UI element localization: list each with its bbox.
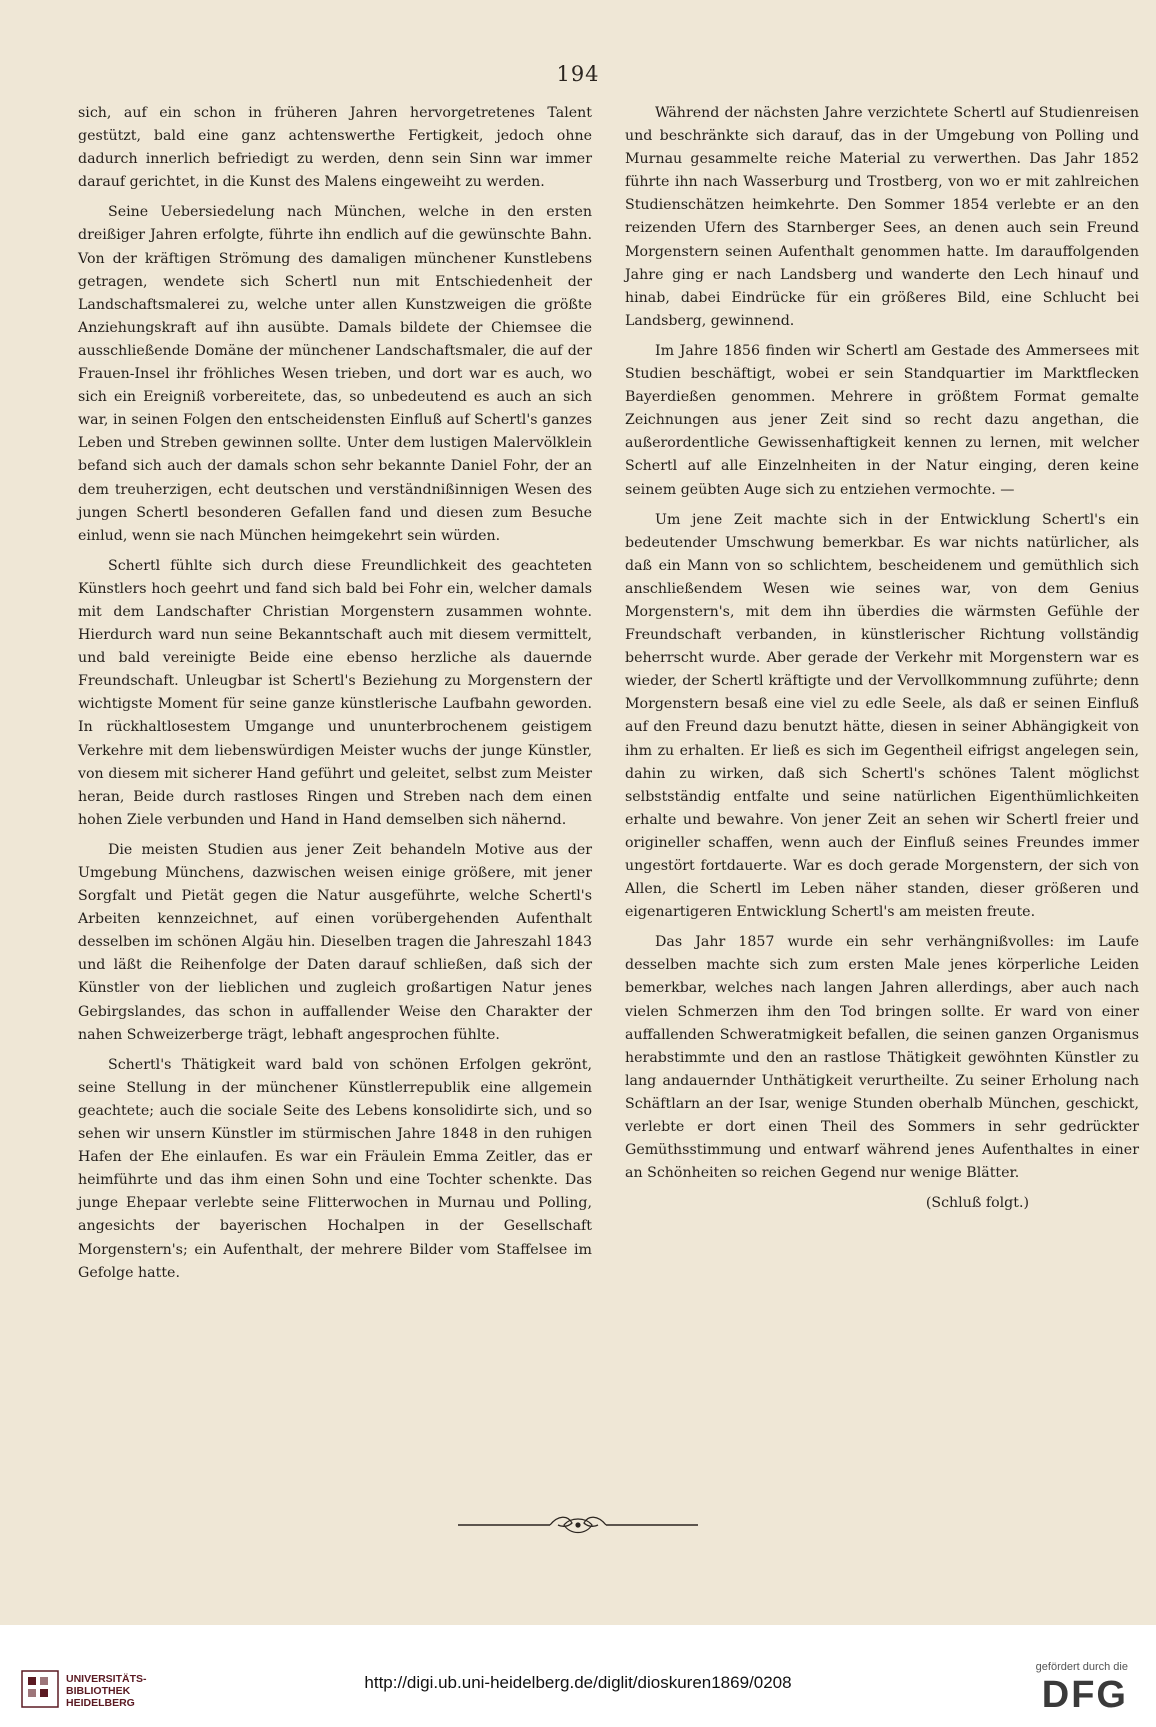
paragraph: Seine Uebersiedelung nach München, welche in den ersten dreißiger Jahren erfolgte, führte ihn endlich auf die gewünschte Bahn. Von der kräftigen Strömung des damaligen münchener Kunstlebens getragen, wendete sich Schertl nun mit Entschiedenheit der Landschaftsmalerei zu, welche unter allen Kunstzweigen die größte Anziehungskraft auf ihn ausübte. Damals bildete der Chiemsee die ausschließende Domäne der münchener Landschaftsmaler, die auf der Frauen-Insel ihr fröhliches Wesen trieben, und dort war es auch, wo sich ein Ereigniß vorbereitete, das, so unbedeutend es auch an sich war, in seinen Folgen den entscheidensten Einfluß auf Schertl's ganzes Leben und Streben gewinnen sollte. Unter dem lustigen Malervölklein befand sich auch der damals schon sehr bekannte Daniel Fohr, der an dem treuherzigen, echt deutschen und verständnißinnigen Wesen des jungen Schertl besonderen Gefallen fand und diesen zum Besuche einlud, wenn sie nach München heimgekehrt sein würden. bbox=[78, 204, 592, 544]
left-text-column bbox=[78, 102, 592, 1292]
institution-line: HEIDELBERG bbox=[66, 1697, 135, 1709]
to-be-continued-note: (Schluß folgt.) bbox=[925, 1195, 1029, 1212]
divider-ornament bbox=[0, 1513, 1156, 1541]
institution-line: BIBLIOTHEK bbox=[66, 1685, 131, 1697]
source-url-link[interactable]: http://digi.ub.uni-heidelberg.de/diglit/dioskuren1869/0208 bbox=[364, 1673, 792, 1692]
paragraph: Schertl's Thätigkeit ward bald von schönen Erfolgen gekrönt, seine Stellung in der münchener Künstlerrepublik eine allgemein geachtete; auch die sociale Seite des Lebens konsolidirte sich, und so sehen wir unsern Künstler im stürmischen Jahre 1848 in den ruhigen Hafen der Ehe einlaufen. Es war ein Fräulein Emma Zeitler, das er heimführte und das ihm einen Sohn und eine Tochter schenkte. Das junge Ehepaar verlebte seine Flitterwochen in Murnau und Polling, angesichts der bayerischen Hochalpen in der Gesellschaft Morgenstern's; ein Aufenthalt, der mehrere Bilder vom Staffelsee im Gefolge hatte. bbox=[78, 1056, 592, 1281]
paragraph: Im Jahre 1856 finden wir Schertl am Gestade des Ammersees mit Studien beschäftigt, wobei er sein Standquartier im Marktflecken Bayerdießen genommen. Mehrere in größtem Format gemalte Zeichnungen aus jener Zeit sind so recht dazu angethan, die außerordentliche Gewissenhaftigkeit kennen zu lernen, mit welcher Schertl auf alle Einzelnheiten in der Natur einging, deren keine seinem geübten Auge sich zu entziehen vermochte. — bbox=[625, 342, 1139, 498]
right-text-column bbox=[625, 102, 1139, 1215]
paragraph: Schertl fühlte sich durch diese Freundlichkeit des geachteten Künstlers hoch geehrt und fand sich bald bei Fohr ein, welcher damals mit dem Landschafter Christian Morgenstern zusammen wohnte. Hierdurch ward nun seine Bekanntschaft auch mit diesem vermittelt, und bald vereinigte Beide eine ebenso herzliche als dauernde Freundschaft. Unleugbar ist Schertl's Beziehung zu Morgenstern der wichtigste Moment für seine ganze künstlerische Laufbahn geworden. In rückhaltlosestem Umgange und ununterbrochenem geistigem Verkehre mit dem liebenswürdigen Meister wuchs der junge Künstler, von diesem mit sicherer Hand geführt und geleitet, selbst zum Meister heran, Beide durch rastloses Ringen und Streben nach dem einen hohen Ziele verbunden und Hand in Hand demselben sich nähernd. bbox=[78, 557, 592, 828]
paragraph: Um jene Zeit machte sich in der Entwicklung Schertl's ein bedeutender Umschwung bemerkbar. Es war nichts natürlicher, als daß ein Mann von so schlichtem, bescheidenem und gemüthlich sich anschließendem Wesen wie seines war, von dem Genius Morgenstern's, mit dem ihn überdies die wärmsten Gefühle der Freundschaft verbanden, in künstlerischer Richtung vollständig beherrscht wurde. Aber gerade der Verkehr mit Morgenstern war es wieder, der Schertl kräftigte und der Vervollkommnung zuführte; denn Morgenstern besaß eine viel zu edle Seele, als daß er seinen Einfluß auf den Freund dazu benutzt hätte, diesen in seiner Abhängigkeit von ihm zu erhalten. Er ließ es sich im Gegentheil eifrigst angelegen sein, dahin zu wirken, daß sich Schertl's schönes Talent möglichst selbstständig entfalte und seine natürlichen Eigenthümlichkeiten erhalte und bewahre. Von jener Zeit an sehen wir Schertl freier und origineller schaffen, wenn auch der Einfluß seines Freundes immer ungestört fortdauerte. War es doch gerade Morgenstern, der sich von Allen, die Schertl im Leben näher standen, dieser größeren und eigenartigeren Entwicklung Schertl's am meisten freute. bbox=[625, 511, 1139, 921]
page-number: 194 bbox=[556, 62, 600, 86]
institution-line: UNIVERSITÄTS- bbox=[66, 1673, 147, 1685]
paragraph: Die meisten Studien aus jener Zeit behandeln Motive aus der Umgebung Münchens, dazwischen weisen einige größere, mit jener Sorgfalt und Pietät gegen die Natur ausgeführte, welche Schertl's Arbeiten kennzeichnet, auf einen vorübergehenden Aufenthalt desselben im schönen Algäu hin. Dieselben tragen die Jahreszahl 1843 und läßt die Reihenfolge der Daten darauf schließen, daß sich der Künstler von der lieblichen und zugleich großartigen Natur jenes Gebirgslandes, das schon in auffallender Weise den Charakter der nahen Schweizerberge trägt, lebhaft angesprochen fühlte. bbox=[78, 841, 592, 1043]
paragraph: sich, auf ein schon in früheren Jahren hervorgetretenes Talent gestützt, bald eine ganz achtenswerthe Fertigkeit, jedoch ohne dadurch innerlich befriedigt zu werden, denn sein Sinn war immer darauf gerichtet, in die Kunst des Malens eingeweiht zu werden. bbox=[78, 105, 592, 191]
footer-bar bbox=[0, 1625, 1156, 1726]
paragraph: Das Jahr 1857 wurde ein sehr verhängnißvolles: im Laufe desselben machte sich zum ersten Male jenes körperliche Leiden bemerkbar, welches nach langen Jahren allerdings, aber auch nach vielen Schmerzen ihm den Tod bringen sollte. Er ward von einer auffallenden Schweratmigkeit befallen, die seinen ganzen Organismus herabstimmte und den an rastlose Thätigkeit gewöhnten Künstler zu lang andauernder Unthätigkeit verurtheilte. Zu seiner Erholung nach Schäftlarn an der Isar, wenige Stunden oberhalb München, geschickt, verlebte er dort einen Theil des Sommers in sehr gedrückter Gemüthsstimmung und entwarf während jenes Aufenthaltes in einer an Schönheiten so reichen Gegend nur wenige Blätter. bbox=[625, 934, 1139, 1182]
funding-note: gefördert durch die bbox=[1035, 1661, 1128, 1673]
paragraph: Während der nächsten Jahre verzichtete Schertl auf Studienreisen und beschränkte sich darauf, das in der Umgebung von Polling und Murnau gesammelte reiche Material zu verwerthen. Das Jahr 1852 führte ihn nach Wasserburg und Trostberg, von wo er mit zahlreichen Studienschätzen heimkehrte. Den Sommer 1854 verlebte er an den reizenden Ufern des Starnberger Sees, an denen auch sein Freund Morgenstern seinen Aufenthalt genommen hatte. Im darauffolgenden Jahre ging er nach Landsberg und wanderte den Lech hinauf und hinab, dabei Eindrücke für ein größeres Bild, eine Schlucht bei Landsberg, gewinnend. bbox=[625, 105, 1139, 329]
dfg-funding-logo[interactable] bbox=[978, 1661, 1128, 1721]
dfg-logo-text: DFG bbox=[1041, 1674, 1128, 1716]
